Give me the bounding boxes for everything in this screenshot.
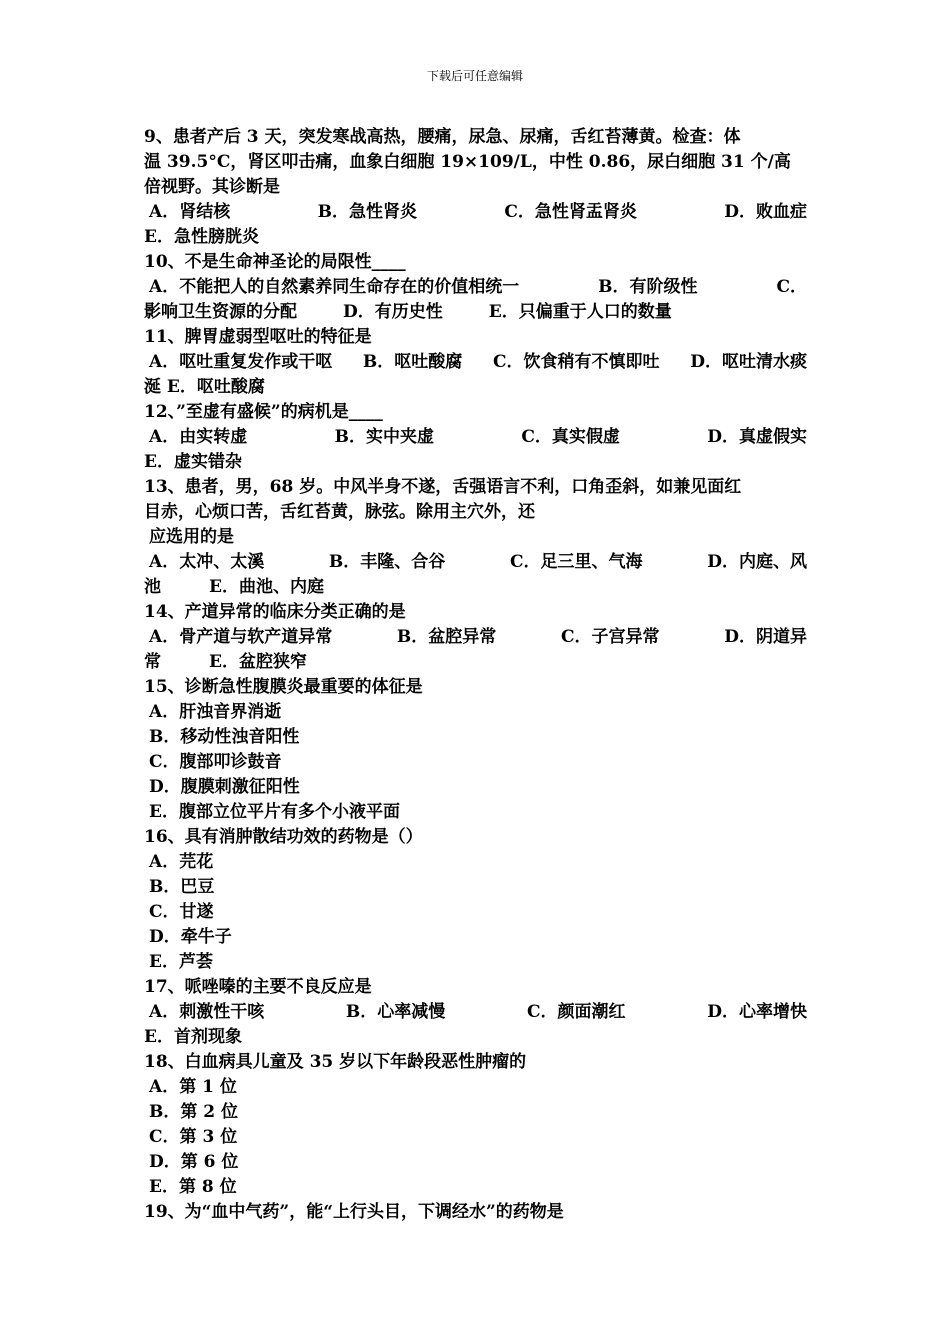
question-13-options-cont	[144, 575, 807, 600]
question-13-stem: 应选用的是	[149, 527, 234, 547]
question-11-options-cont: 涎 E．呕吐酸腐	[144, 377, 265, 397]
option-b: B．急性肾炎	[317, 202, 417, 222]
option-d: D．呕吐清水痰	[690, 352, 807, 372]
question-14-options	[144, 625, 807, 650]
option-b: B．移动性浊音阳性	[149, 727, 300, 747]
option-d-text: 常	[144, 652, 161, 672]
question-17-stem: 17、哌唑嗪的主要不良反应是	[144, 977, 372, 997]
option-d: D．心率增快	[707, 1002, 807, 1022]
option-c: C．第 3 位	[149, 1127, 238, 1147]
option-c: C．腹部叩诊鼓音	[149, 752, 282, 772]
question-10-options	[144, 300, 807, 325]
question-11-options	[144, 350, 807, 375]
option-b: B．丰隆、合谷	[328, 552, 446, 572]
page-header: 下载后可任意编辑	[426, 69, 523, 83]
option-c: C．足三里、气海	[509, 552, 643, 572]
question-9-stem: 温 39.5°C，肾区叩击痛，血象白细胞 19×109/L，中性 0.86，尿白细胞 31 个/高	[144, 152, 791, 172]
option-c: C．	[776, 277, 807, 297]
question-9-stem: 9、患者产后 3 天，突发寒战高热，腰痛，尿急、尿痛，舌红苔薄黄。检查：体	[144, 127, 741, 147]
question-18-stem: 18、白血病具儿童及 35 岁以下年龄段恶性肿瘤的	[144, 1052, 527, 1072]
question-17-options	[144, 1000, 807, 1025]
question-10-options	[144, 275, 807, 300]
option-d: D．真虚假实	[707, 427, 807, 447]
option-a: A．呕吐重复发作或干呕	[149, 352, 333, 372]
option-a: A．骨产道与软产道异常	[149, 627, 333, 647]
option-b: B．有阶级性	[598, 277, 698, 297]
option-e: E．只偏重于人口的数量	[488, 302, 672, 322]
option-e: E．腹部立位平片有多个小液平面	[149, 802, 400, 822]
question-13-options	[144, 550, 807, 575]
option-a: A．刺激性干咳	[149, 1002, 265, 1022]
option-d-text: 池	[144, 577, 161, 597]
question-11-stem: 11、脾胃虚弱型呕吐的特征是	[144, 327, 372, 347]
question-9-options	[144, 200, 807, 225]
option-d: D．阴道异	[724, 627, 807, 647]
option-c-text: 影响卫生资源的分配	[144, 302, 297, 322]
option-a: A．肾结核	[149, 202, 231, 222]
document-body	[144, 125, 807, 1225]
option-a: A．第 1 位	[149, 1077, 237, 1097]
question-13-stem: 目赤，心烦口苦，舌红苔黄，脉弦。除用主穴外，还	[144, 502, 535, 522]
option-d: D．牵牛子	[149, 927, 232, 947]
option-d: D．内庭、风	[707, 552, 807, 572]
option-e: E．首剂现象	[144, 1027, 242, 1047]
option-d: D．败血症	[724, 202, 807, 222]
option-e: E．虚实错杂	[144, 452, 242, 472]
question-13-stem: 13、患者，男，68 岁。中风半身不遂，舌强语言不利，口角歪斜，如兼见面红	[144, 477, 742, 497]
option-c: C．饮食稍有不慎即吐	[492, 352, 660, 372]
question-19-stem: 19、为“血中气药”，能“上行头目，下调经水”的药物是	[144, 1202, 564, 1222]
question-15-stem: 15、诊断急性腹膜炎最重要的体征是	[144, 677, 423, 697]
option-e: E．盆腔狭窄	[209, 652, 307, 672]
question-14-stem: 14、产道异常的临床分类正确的是	[144, 602, 406, 622]
question-16-stem: 16、具有消肿散结功效的药物是（）	[144, 827, 423, 847]
option-c: C．甘遂	[149, 902, 214, 922]
option-a: A．太冲、太溪	[149, 552, 265, 572]
option-b: B．巴豆	[149, 877, 215, 897]
option-b: B．实中夹虚	[334, 427, 434, 447]
question-10-stem: 10、不是生命神圣论的局限性____	[144, 252, 406, 272]
option-b: B．呕吐酸腐	[362, 352, 463, 372]
option-c: C．急性肾盂肾炎	[504, 202, 637, 222]
option-e: E．曲池、内庭	[209, 577, 324, 597]
question-9-stem: 倍视野。其诊断是	[144, 177, 280, 197]
option-c: C．子宫异常	[560, 627, 660, 647]
question-12-options	[144, 425, 807, 450]
option-a: A．由实转虚	[149, 427, 248, 447]
option-b: B．盆腔异常	[396, 627, 497, 647]
option-c: C．真实假虚	[521, 427, 620, 447]
option-e: E．第 8 位	[149, 1177, 237, 1197]
option-b: B．心率减慢	[345, 1002, 446, 1022]
option-b: B．第 2 位	[149, 1102, 239, 1122]
option-d: D．第 6 位	[149, 1152, 239, 1172]
option-e: E．急性膀胱炎	[144, 227, 259, 247]
question-14-options-cont	[144, 650, 807, 675]
option-d: D．腹膜刺激征阳性	[149, 777, 300, 797]
option-a: A．芫花	[149, 852, 214, 872]
option-e: E．芦荟	[149, 952, 213, 972]
option-d: D．有历史性	[343, 302, 443, 322]
option-a: A．肝浊音界消逝	[149, 702, 282, 722]
question-12-stem: 12、”至虚有盛候”的病机是____	[144, 402, 383, 422]
option-c: C．颜面潮红	[526, 1002, 626, 1022]
option-a: A．不能把人的自然素养同生命存在的价值相统一	[149, 277, 520, 297]
